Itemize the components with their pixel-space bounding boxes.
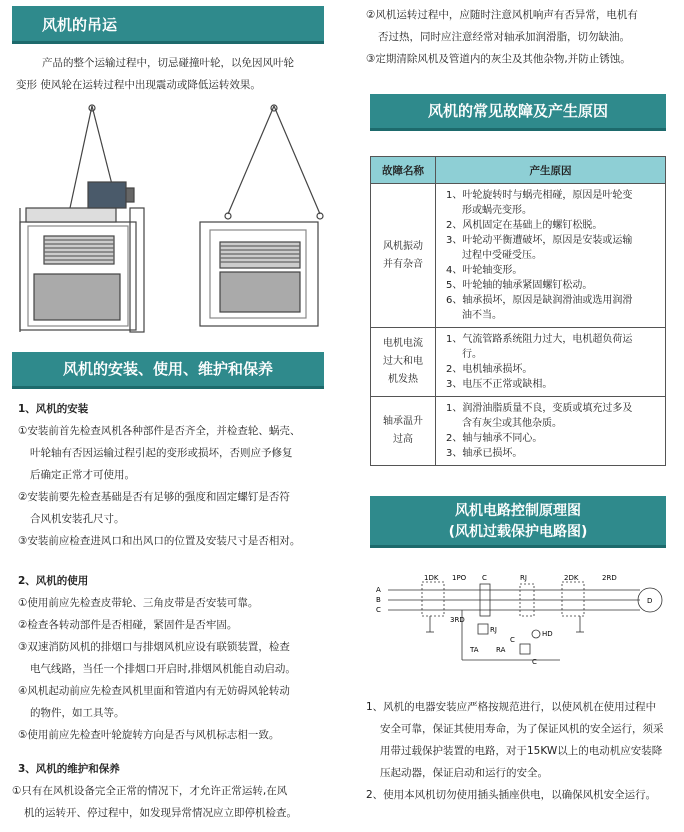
cause-line: 2、电机轴承损坏。 (446, 364, 533, 375)
maintenance-item: 否过热，同时应注意经常对轴承加润滑脂，切勿缺油。 (378, 31, 630, 43)
install-section (18, 398, 338, 552)
install-item: ③安装前应检查进风口和出风口的位置及安装尺寸是否相对。 (18, 535, 301, 547)
fault-name-line: 电机电流 (383, 338, 423, 349)
fault-causes (436, 184, 666, 328)
maintenance-item: ②风机运转过程中，应随时注意风机响声有否异常，电机有 (366, 9, 638, 21)
circuit-title-line-2: (风机过载保护电路图) (448, 524, 588, 540)
install-heading: 1、风机的安装 (18, 403, 89, 415)
note-line: 安全可靠，保证其使用寿命，为了保证风机的安全运行，须采 (380, 723, 664, 735)
install-item: ②安装前要先检查基础是否有足够的强度和固定螺钉是否符 (18, 491, 290, 503)
circuit-label-c2: C (510, 636, 515, 644)
circuit-label-1dk: 1DK (424, 574, 439, 582)
fault-name-line: 机发热 (388, 374, 418, 385)
install-item: ①安装前首先检查风机各种部件是否齐全，并检查轮、蜗壳、 (18, 425, 301, 437)
install-item: 叶轮轴有否因运输过程引起的变形或损坏，否则应予修复 (30, 447, 293, 459)
fault-name-line: 过大和电 (383, 356, 423, 367)
maintenance-heading: 3、风机的维护和保养 (18, 763, 120, 775)
fault-name-line: 过高 (393, 434, 413, 445)
fault-name-line: 并有杂音 (383, 258, 423, 270)
circuit-diagram (370, 572, 670, 676)
usage-heading: 2、风机的使用 (18, 575, 89, 587)
install-item: 后确定正常才可使用。 (30, 469, 135, 481)
maintenance-item: ③定期清除风机及管道内的灰尘及其他杂物,并防止锈蚀。 (366, 53, 631, 65)
fault-causes (436, 397, 666, 466)
fault-table (370, 156, 666, 466)
circuit-label-ra: RA (496, 646, 506, 654)
note-line: 2、使用本风机切勿使用插头插座供电，以确保风机安全运行。 (366, 789, 657, 801)
circuit-label-rj2: RJ (490, 626, 497, 634)
usage-item: 的物件，如工具等。 (30, 707, 125, 719)
cause-line: 1、润滑油脂质量不良，变质或填充过多及 (446, 403, 633, 414)
circuit-title-line-1: 风机电路控制原理图 (455, 503, 581, 519)
cause-line: 5、叶轮轴的轴承紧固螺钉松动。 (446, 280, 593, 291)
note-line: 用带过载保护装置的电路，对于15KW以上的电动机应安装降 (380, 745, 663, 757)
maintenance-item: 机的运转开、停过程中，如发现异常情况应立即停机检查。 (24, 807, 297, 819)
circuit-label-c: C (376, 606, 381, 614)
cause-line: 3、轴承已损坏。 (446, 448, 523, 459)
note-line: 压起动器，保证启动和运行的安全。 (380, 767, 548, 779)
cause-line: 过程中受碰受压。 (462, 250, 542, 261)
fault-table-header (371, 157, 666, 184)
circuit-notes (366, 696, 682, 806)
cause-line: 6、轴承损坏，原因是缺润滑油或选用润滑 (446, 295, 633, 306)
cause-line: 行。 (462, 349, 482, 360)
fault-header-cause: 产生原因 (436, 157, 666, 184)
hoisting-line-2: 变形 使风轮在运转过程中出现震动或降低运转效果。 (16, 79, 261, 91)
maintenance-continued (366, 4, 682, 70)
maintenance-item: ①只有在风机设备完全正常的情况下，才允许正常运转,在风 (12, 785, 288, 797)
faults-title: 风机的常见故障及产生原因 (370, 94, 666, 131)
cause-line: 形或蜗壳变形。 (462, 205, 532, 216)
table-row (371, 184, 666, 328)
table-row (371, 328, 666, 397)
circuit-label-2dk: 2DK (564, 574, 579, 582)
cause-line: 1、叶轮旋转时与蜗壳相碰，原因是叶轮变 (446, 190, 633, 201)
hoisting-text (16, 52, 336, 96)
circuit-label-rj: RJ (520, 574, 527, 582)
usage-item: ②检查各转动部件是否相碰，紧固件是否牢固。 (18, 619, 238, 631)
hoisting-title: 风机的吊运 (12, 6, 324, 44)
hoisting-line-1: 产品的整个运输过程中，切忌碰撞叶轮，以免因风叶轮 (42, 57, 294, 69)
fault-name-line: 轴承温升 (383, 416, 423, 427)
cause-line: 3、电压不正常或缺相。 (446, 379, 553, 390)
fault-causes (436, 328, 666, 397)
table-row (371, 397, 666, 466)
circuit-label-c3: C (532, 658, 537, 666)
install-title: 风机的安装、使用、维护和保养 (12, 352, 324, 389)
circuit-label-a: A (376, 586, 381, 594)
cause-line: 4、叶轮轴变形。 (446, 265, 523, 276)
fault-name-line: 风机振动 (383, 240, 423, 252)
circuit-label-2rd: 2RD (602, 574, 617, 582)
circuit-label-c1: C (482, 574, 487, 582)
cause-line: 1、气流管路系统阻力过大，电机超负荷运 (446, 334, 633, 345)
fault-name (371, 397, 436, 466)
usage-item: ①使用前应先检查皮带轮、三角皮带是否安装可靠。 (18, 597, 259, 609)
usage-item: ⑤使用前应先检查叶轮旋转方向是否与风机标志相一致。 (18, 729, 280, 741)
circuit-label-hd: HD (542, 630, 553, 638)
cause-line: 2、轴与轴承不同心。 (446, 433, 543, 444)
circuit-label-ta: TA (470, 646, 479, 654)
fan-hoisting-illustration (14, 104, 334, 340)
circuit-label-1po: 1PO (452, 574, 467, 582)
usage-item: ④风机起动前应先检查风机里面和管道内有无妨碍风轮转动 (18, 685, 290, 697)
cause-line: 油不当。 (462, 310, 502, 321)
circuit-label-d: D (647, 597, 653, 605)
circuit-label-b: B (376, 596, 381, 604)
cause-line: 含有灰尘或其他杂质。 (462, 418, 562, 429)
cause-line: 2、风机固定在基础上的螺钉松脱。 (446, 220, 603, 231)
usage-item: ③双速消防风机的排烟口与排烟风机应设有联锁装置，检查 (18, 641, 290, 653)
fault-header-name: 故障名称 (371, 157, 436, 184)
cause-line: 3、叶轮动平衡遭破坏，原因是安装或运输 (446, 235, 633, 246)
install-item: 合风机安装孔尺寸。 (30, 513, 125, 525)
usage-section (18, 570, 338, 746)
maintenance-section (12, 758, 342, 824)
fault-name (371, 328, 436, 397)
usage-item: 电气线路，当任一个排烟口开启时,排烟风机能自动启动。 (30, 663, 296, 675)
fault-name (371, 184, 436, 328)
note-line: 1、风机的电器安装应严格按规范进行，以使风机在使用过程中 (366, 701, 657, 713)
circuit-label-3rd: 3RD (450, 616, 465, 624)
circuit-title (370, 496, 666, 548)
